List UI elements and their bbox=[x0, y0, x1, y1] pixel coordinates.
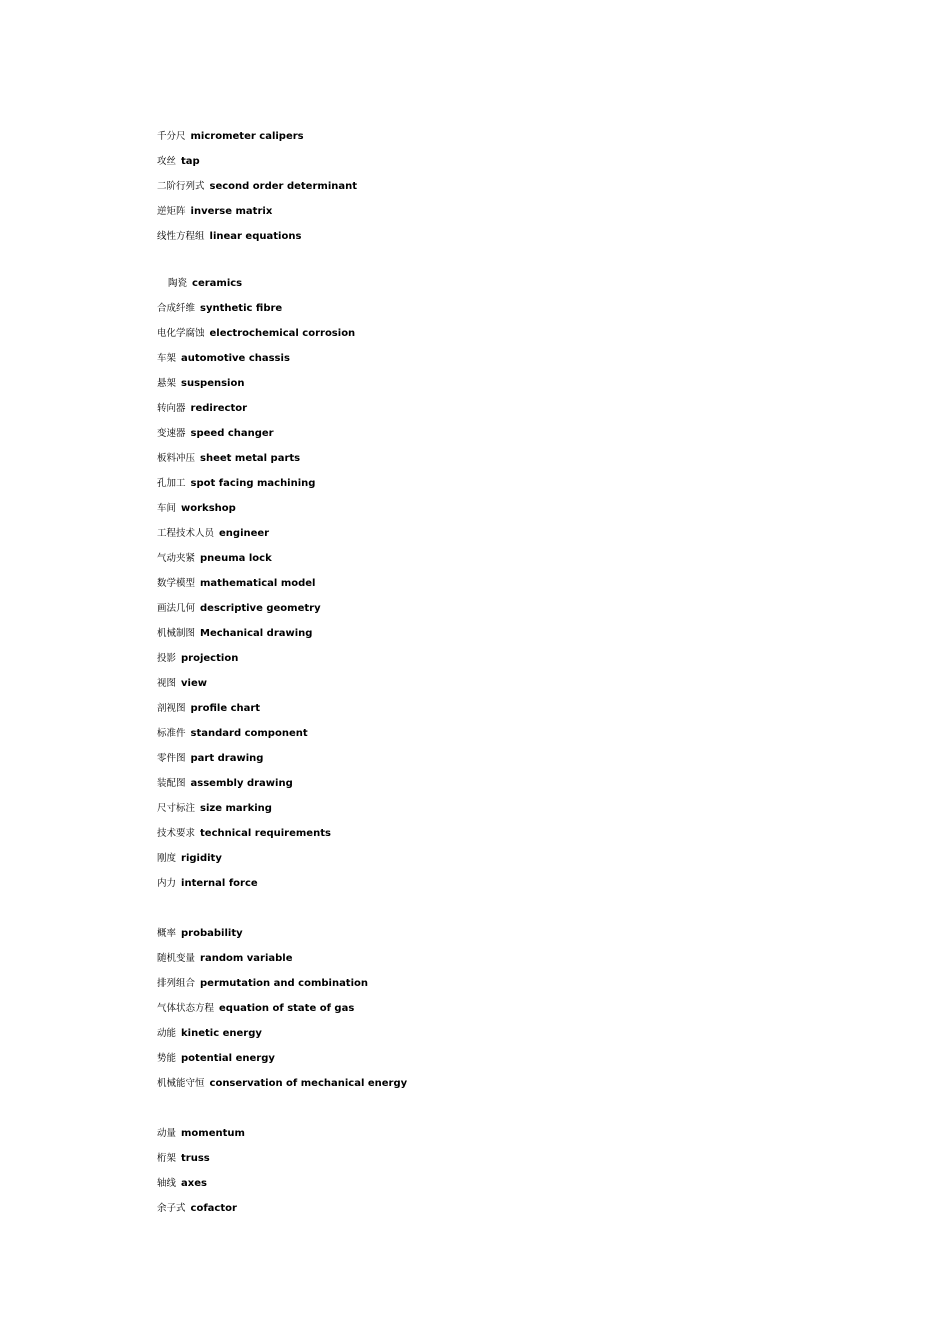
chinese-term: 机械制图 bbox=[157, 628, 196, 639]
english-term: ceramics bbox=[192, 278, 243, 289]
glossary-entry bbox=[157, 625, 857, 650]
glossary-entry bbox=[157, 775, 857, 800]
glossary-entry bbox=[157, 575, 857, 600]
chinese-term: 势能 bbox=[157, 1053, 177, 1064]
chinese-term: 剖视图 bbox=[157, 703, 186, 714]
chinese-term: 线性方程组 bbox=[157, 231, 205, 242]
chinese-term: 数学模型 bbox=[157, 578, 196, 589]
glossary-entry bbox=[157, 1125, 857, 1150]
english-term: suspension bbox=[181, 378, 245, 389]
chinese-term: 电化学腐蚀 bbox=[157, 328, 205, 339]
chinese-term: 装配图 bbox=[157, 778, 186, 789]
glossary-entry bbox=[157, 475, 857, 500]
chinese-term: 零件图 bbox=[157, 753, 186, 764]
section-gap bbox=[157, 1100, 857, 1125]
glossary-entry bbox=[157, 675, 857, 700]
glossary-entry bbox=[157, 525, 857, 550]
glossary-entry bbox=[157, 925, 857, 950]
glossary-group bbox=[157, 128, 857, 253]
glossary-entry bbox=[157, 350, 857, 375]
glossary-entry bbox=[157, 275, 857, 300]
glossary-entry bbox=[157, 850, 857, 875]
english-term: random variable bbox=[200, 953, 293, 964]
glossary-entry bbox=[157, 1075, 857, 1100]
english-term: kinetic energy bbox=[181, 1028, 262, 1039]
chinese-term: 概率 bbox=[157, 928, 177, 939]
english-term: workshop bbox=[181, 503, 236, 514]
chinese-term: 气体状态方程 bbox=[157, 1003, 215, 1014]
glossary-entry bbox=[157, 600, 857, 625]
glossary-entry bbox=[157, 1175, 857, 1200]
glossary-entry bbox=[157, 128, 857, 153]
chinese-term: 排列组合 bbox=[157, 978, 196, 989]
english-term: micrometer calipers bbox=[190, 131, 304, 142]
english-term: technical requirements bbox=[200, 828, 331, 839]
chinese-term: 余子式 bbox=[157, 1203, 186, 1214]
english-term: size marking bbox=[200, 803, 272, 814]
chinese-term: 动能 bbox=[157, 1028, 177, 1039]
english-term: synthetic fibre bbox=[200, 303, 283, 314]
english-term: profile chart bbox=[190, 703, 261, 714]
english-term: momentum bbox=[181, 1128, 245, 1139]
glossary-entry bbox=[157, 975, 857, 1000]
english-term: mathematical model bbox=[200, 578, 316, 589]
glossary-entry bbox=[157, 450, 857, 475]
chinese-term: 随机变量 bbox=[157, 953, 196, 964]
chinese-term: 转向器 bbox=[157, 403, 186, 414]
english-term: potential energy bbox=[181, 1053, 275, 1064]
glossary-group bbox=[157, 275, 857, 900]
glossary-entry bbox=[157, 178, 857, 203]
chinese-term: 桁架 bbox=[157, 1153, 177, 1164]
glossary-entry bbox=[157, 550, 857, 575]
chinese-term: 视图 bbox=[157, 678, 177, 689]
english-term: equation of state of gas bbox=[219, 1003, 355, 1014]
chinese-term: 车间 bbox=[157, 503, 177, 514]
english-term: probability bbox=[181, 928, 243, 939]
chinese-term: 轴线 bbox=[157, 1178, 177, 1189]
english-term: pneuma lock bbox=[200, 553, 272, 564]
english-term: redirector bbox=[190, 403, 248, 414]
chinese-term: 投影 bbox=[157, 653, 177, 664]
english-term: speed changer bbox=[190, 428, 274, 439]
glossary-group bbox=[157, 925, 857, 1100]
section-gap bbox=[157, 900, 857, 925]
glossary-entry bbox=[157, 425, 857, 450]
glossary-entry bbox=[157, 300, 857, 325]
glossary-entry bbox=[157, 325, 857, 350]
english-term: conservation of mechanical energy bbox=[209, 1078, 408, 1089]
english-term: permutation and combination bbox=[200, 978, 369, 989]
english-term: truss bbox=[181, 1153, 210, 1164]
english-term: automotive chassis bbox=[181, 353, 290, 364]
chinese-term: 气动夹紧 bbox=[157, 553, 196, 564]
chinese-term: 画法几何 bbox=[157, 603, 196, 614]
glossary-entry bbox=[157, 375, 857, 400]
glossary-entry bbox=[157, 1200, 857, 1225]
chinese-term: 板料冲压 bbox=[157, 453, 196, 464]
chinese-term: 攻丝 bbox=[157, 156, 177, 167]
english-term: tap bbox=[181, 156, 200, 167]
english-term: axes bbox=[181, 1178, 207, 1189]
english-term: projection bbox=[181, 653, 239, 664]
chinese-term: 悬架 bbox=[157, 378, 177, 389]
glossary-entry bbox=[157, 1150, 857, 1175]
english-term: spot facing machining bbox=[190, 478, 316, 489]
glossary-group bbox=[157, 1125, 857, 1225]
glossary-entry bbox=[157, 825, 857, 850]
chinese-term: 标准件 bbox=[157, 728, 186, 739]
english-term: internal force bbox=[181, 878, 258, 889]
chinese-term: 工程技术人员 bbox=[157, 528, 215, 539]
glossary-entry bbox=[157, 1025, 857, 1050]
english-term: part drawing bbox=[190, 753, 264, 764]
english-term: descriptive geometry bbox=[200, 603, 321, 614]
english-term: linear equations bbox=[209, 231, 302, 242]
english-term: engineer bbox=[219, 528, 270, 539]
glossary-entry bbox=[157, 1050, 857, 1075]
glossary-entry bbox=[157, 725, 857, 750]
english-term: Mechanical drawing bbox=[200, 628, 313, 639]
glossary-entry bbox=[157, 750, 857, 775]
glossary-entry bbox=[157, 153, 857, 178]
english-term: cofactor bbox=[190, 1203, 237, 1214]
english-term: sheet metal parts bbox=[200, 453, 301, 464]
chinese-term: 陶瓷 bbox=[168, 278, 188, 289]
glossary-entry bbox=[157, 800, 857, 825]
english-term: standard component bbox=[190, 728, 308, 739]
english-term: rigidity bbox=[181, 853, 222, 864]
glossary-entry bbox=[157, 203, 857, 228]
glossary-entry bbox=[157, 650, 857, 675]
glossary-entry bbox=[157, 400, 857, 425]
chinese-term: 二阶行列式 bbox=[157, 181, 205, 192]
section-gap bbox=[157, 253, 857, 275]
chinese-term: 机械能守恒 bbox=[157, 1078, 205, 1089]
glossary-page bbox=[157, 128, 857, 1225]
glossary-entry bbox=[157, 228, 857, 253]
chinese-term: 变速器 bbox=[157, 428, 186, 439]
chinese-term: 孔加工 bbox=[157, 478, 186, 489]
english-term: view bbox=[181, 678, 207, 689]
english-term: electrochemical corrosion bbox=[209, 328, 356, 339]
chinese-term: 逆矩阵 bbox=[157, 206, 186, 217]
glossary-entry bbox=[157, 500, 857, 525]
glossary-entry bbox=[157, 875, 857, 900]
chinese-term: 内力 bbox=[157, 878, 177, 889]
english-term: assembly drawing bbox=[190, 778, 293, 789]
chinese-term: 车架 bbox=[157, 353, 177, 364]
chinese-term: 合成纤维 bbox=[157, 303, 196, 314]
glossary-entry bbox=[157, 950, 857, 975]
chinese-term: 千分尺 bbox=[157, 131, 186, 142]
chinese-term: 尺寸标注 bbox=[157, 803, 196, 814]
chinese-term: 技术要求 bbox=[157, 828, 196, 839]
english-term: second order determinant bbox=[209, 181, 358, 192]
english-term: inverse matrix bbox=[190, 206, 273, 217]
chinese-term: 刚度 bbox=[157, 853, 177, 864]
glossary-entry bbox=[157, 1000, 857, 1025]
chinese-term: 动量 bbox=[157, 1128, 177, 1139]
glossary-entry bbox=[157, 700, 857, 725]
